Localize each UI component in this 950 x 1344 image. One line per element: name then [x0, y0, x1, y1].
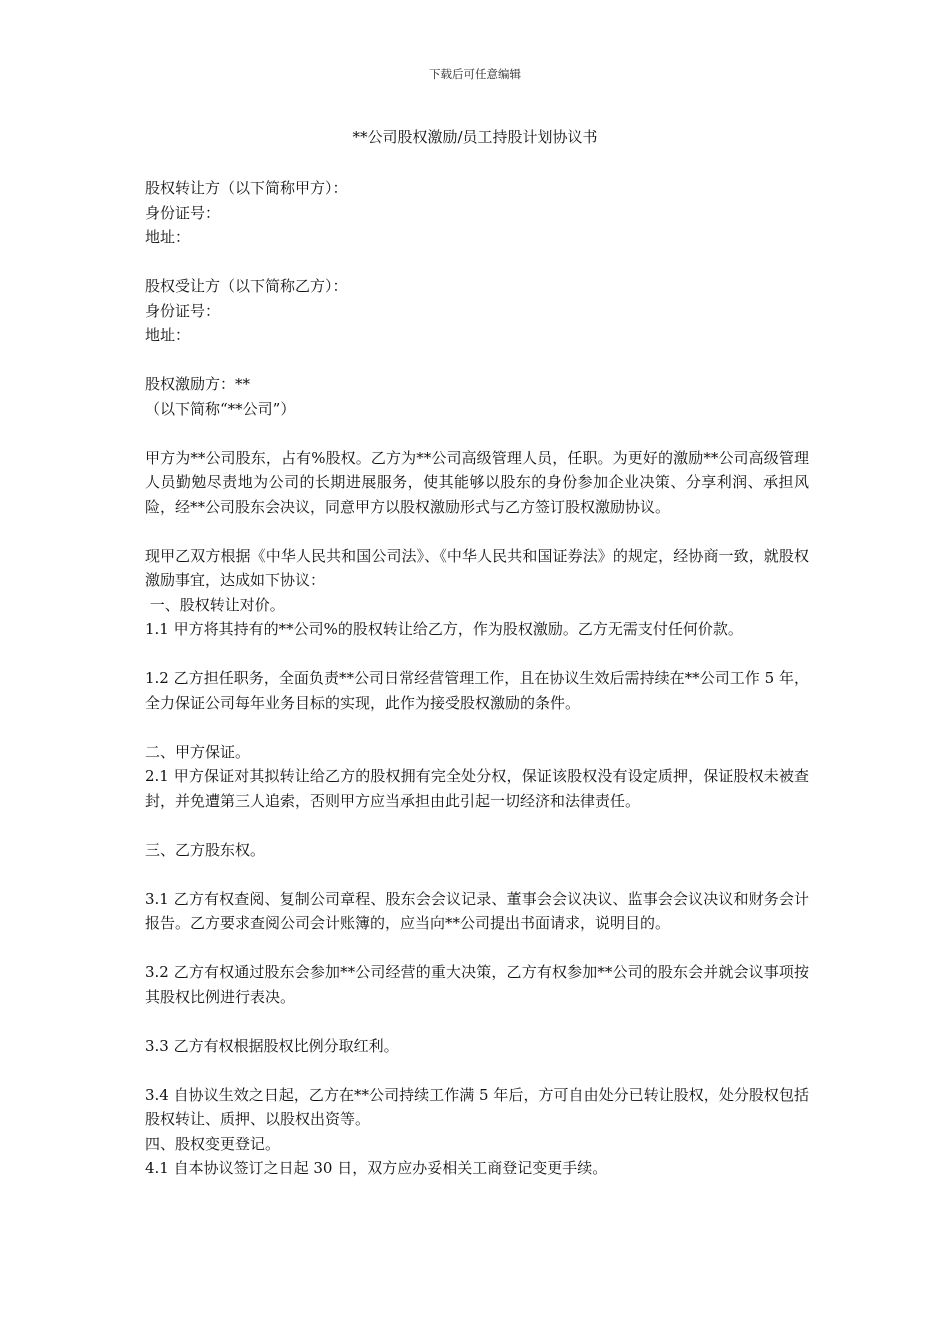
clause-1-2: 1.2 乙方担任职务，全面负责**公司日常经营管理工作，且在协议生效后需持续在**公司工作 5 年，全力保证公司每年业务目标的实现，此作为接受股权激励的条件。 [145, 669, 809, 712]
clause-3-2: 3.2 乙方有权通过股东会参加**公司经营的重大决策，乙方有权参加**公司的股东会并就会议事项按其股权比例进行表决。 [145, 963, 809, 1006]
clause-3-4: 3.4 自协议生效之日起，乙方在**公司持续工作满 5 年后，方可自由处分已转让股权，处分股权包括股权转让、质押、以股权出资等。 [145, 1085, 809, 1128]
document-title: **公司股权激励/员工持股计划协议书 [352, 128, 598, 146]
incentive-party-abbr: （以下简称“**公司”） [145, 399, 296, 418]
intro-paragraph: 甲方为**公司股东，占有%股权。乙方为**公司高级管理人员，任职。为更好的激励**公司高级管理人员勤勉尽责地为公司的长期进展服务，使其能够以股东的身份参加企业决策、分享利润、承担风险，经**公司股东会决议，同意甲方以股权激励形式与乙方签订股权激励协议。 [145, 448, 809, 516]
basis-paragraph: 现甲乙双方根据《中华人民共和国公司法》、《中华人民共和国证券法》的规定，经协商一致，就股权激励事宜，达成如下协议： [145, 546, 809, 589]
section-4-heading: 四、股权变更登记。 [145, 1134, 281, 1153]
page-header: 下载后可任意编辑 [429, 67, 521, 81]
party-a-id: 身份证号： [145, 203, 221, 222]
section-2-heading: 二、甲方保证。 [145, 742, 251, 761]
party-a-label: 股权转让方（以下简称甲方）： [145, 179, 348, 197]
party-b-id: 身份证号： [145, 301, 221, 320]
document-body [145, 176, 809, 1181]
incentive-party-label: 股权激励方：** [145, 375, 251, 393]
clause-1-1: 1.1 甲方将其持有的**公司%的股权转让给乙方，作为股权激励。乙方无需支付任何价款。 [145, 620, 743, 638]
party-b-address: 地址： [145, 326, 191, 344]
section-1-heading: 一、股权转让对价。 [145, 595, 285, 614]
clause-4-1: 4.1 自本协议签订之日起 30 日，双方应办妥相关工商登记变更手续。 [145, 1159, 608, 1177]
party-b-label: 股权受让方（以下简称乙方）： [145, 277, 348, 295]
clause-3-3: 3.3 乙方有权根据股权比例分取红利。 [145, 1036, 399, 1055]
party-a-address: 地址： [145, 228, 191, 246]
section-3-heading: 三、乙方股东权。 [145, 840, 266, 859]
clause-3-1: 3.1 乙方有权查阅、复制公司章程、股东会会议记录、董事会会议决议、监事会会议决议和财务会计报告。乙方要求查阅公司会计账簿的，应当向**公司提出书面请求，说明目的。 [145, 889, 809, 932]
clause-2-1: 2.1 甲方保证对其拟转让给乙方的股权拥有完全处分权，保证该股权没有设定质押，保证股权未被查封，并免遭第三人追索，否则甲方应当承担由此引起一切经济和法律责任。 [145, 767, 809, 810]
